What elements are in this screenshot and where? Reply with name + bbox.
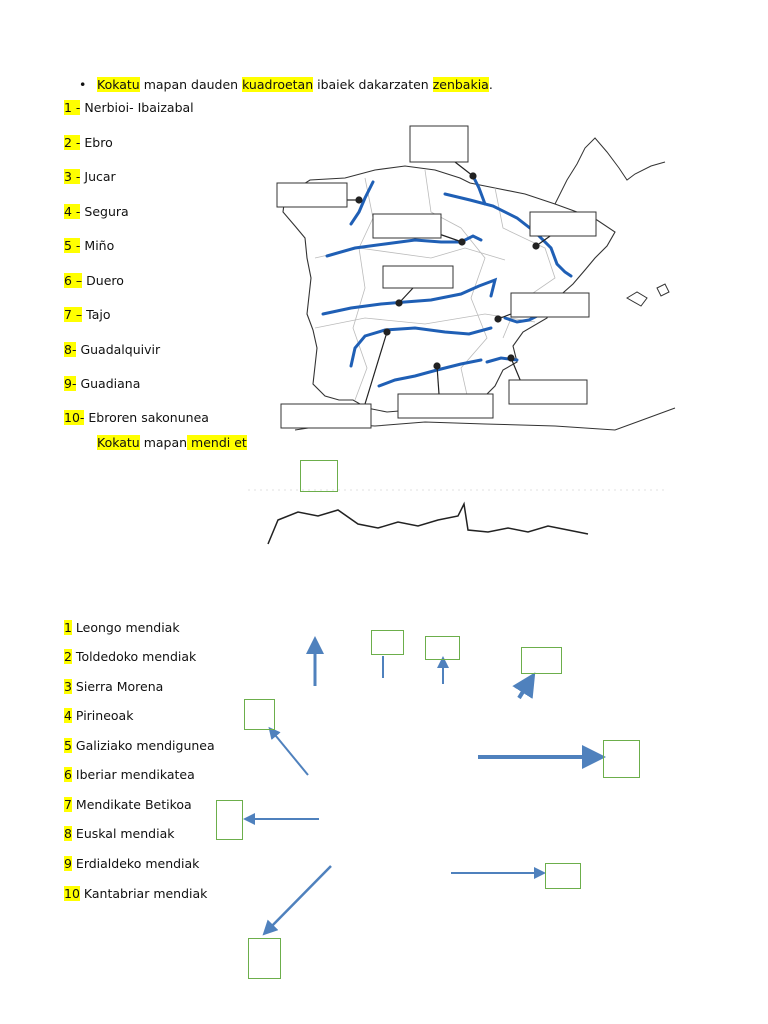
mountain-name: Iberiar mendikatea bbox=[71, 767, 195, 782]
river-name: Duero bbox=[82, 273, 124, 288]
mountain-name: Pirineoak bbox=[71, 708, 134, 723]
mountain-number: 3 bbox=[64, 679, 72, 694]
mountain-name: Toldedoko mendiak bbox=[71, 649, 197, 664]
answer-box[interactable] bbox=[603, 740, 640, 778]
mountain-name: Mendikate Betikoa bbox=[71, 797, 192, 812]
answer-box[interactable] bbox=[545, 863, 581, 889]
mountain-name: Sierra Morena bbox=[71, 679, 164, 694]
instruction-word-zenbakia: zenbakia bbox=[432, 77, 489, 92]
river-number: 3 - bbox=[64, 169, 81, 184]
instruction-word-kokatu: Kokatu bbox=[97, 77, 140, 92]
river-number: 9- bbox=[64, 376, 77, 391]
mountain-number: 7 bbox=[64, 797, 72, 812]
river-number: 6 – bbox=[64, 273, 83, 288]
answer-box[interactable] bbox=[216, 800, 243, 840]
mountain-name: Galiziako mendigunea bbox=[71, 738, 215, 753]
river-number: 1 - bbox=[64, 100, 81, 115]
river-name: Ebro bbox=[80, 135, 113, 150]
instruction-word-kuadroetan: kuadroetan bbox=[242, 77, 314, 92]
instruction-text: . bbox=[488, 77, 493, 92]
river-name: Jucar bbox=[80, 169, 116, 184]
mountain-name: Kantabriar mendiak bbox=[79, 886, 208, 901]
river-number: 8- bbox=[64, 342, 77, 357]
instruction-text: mapan bbox=[139, 435, 188, 450]
river-name: Guadiana bbox=[76, 376, 141, 391]
mountain-number: 8 bbox=[64, 826, 72, 841]
instruction-text: mendi et bbox=[187, 435, 247, 450]
arrow-diag-up-right bbox=[519, 679, 531, 698]
mountain-name: Euskal mendiak bbox=[71, 826, 175, 841]
river-name: Tajo bbox=[82, 307, 111, 322]
answer-box[interactable] bbox=[248, 938, 281, 979]
river-name: Ebroren sakonunea bbox=[84, 410, 209, 425]
river-number: 2 - bbox=[64, 135, 81, 150]
river-number: 10- bbox=[64, 410, 85, 425]
river-name: Segura bbox=[80, 204, 129, 219]
instruction-word-kokatu: Kokatu bbox=[97, 435, 140, 450]
mountain-number: 5 bbox=[64, 738, 72, 753]
arrow-diag-up-left bbox=[271, 730, 308, 775]
instruction-text: mapan dauden bbox=[139, 77, 243, 92]
answer-box[interactable] bbox=[521, 647, 562, 674]
mountain-number: 10 bbox=[64, 886, 80, 901]
instruction-text: ibaiek dakarzaten bbox=[313, 77, 433, 92]
mountain-number: 1 bbox=[64, 620, 72, 635]
answer-box[interactable] bbox=[425, 636, 460, 660]
mountain-number: 6 bbox=[64, 767, 72, 782]
mountain-number: 2 bbox=[64, 649, 72, 664]
answer-box[interactable] bbox=[244, 699, 275, 730]
mountain-name: Leongo mendiak bbox=[71, 620, 180, 635]
river-number: 5 - bbox=[64, 238, 81, 253]
river-number: 4 - bbox=[64, 204, 81, 219]
river-number: 7 – bbox=[64, 307, 83, 322]
river-name: Nerbioi- Ibaizabal bbox=[80, 100, 194, 115]
river-name: Miño bbox=[80, 238, 115, 253]
mountain-number: 4 bbox=[64, 708, 72, 723]
river-name: Guadalquivir bbox=[76, 342, 161, 357]
answer-box[interactable] bbox=[371, 630, 404, 655]
mountain-name: Erdialdeko mendiak bbox=[71, 856, 200, 871]
mountain-number: 9 bbox=[64, 856, 72, 871]
arrow-diag-down-left bbox=[266, 866, 331, 932]
